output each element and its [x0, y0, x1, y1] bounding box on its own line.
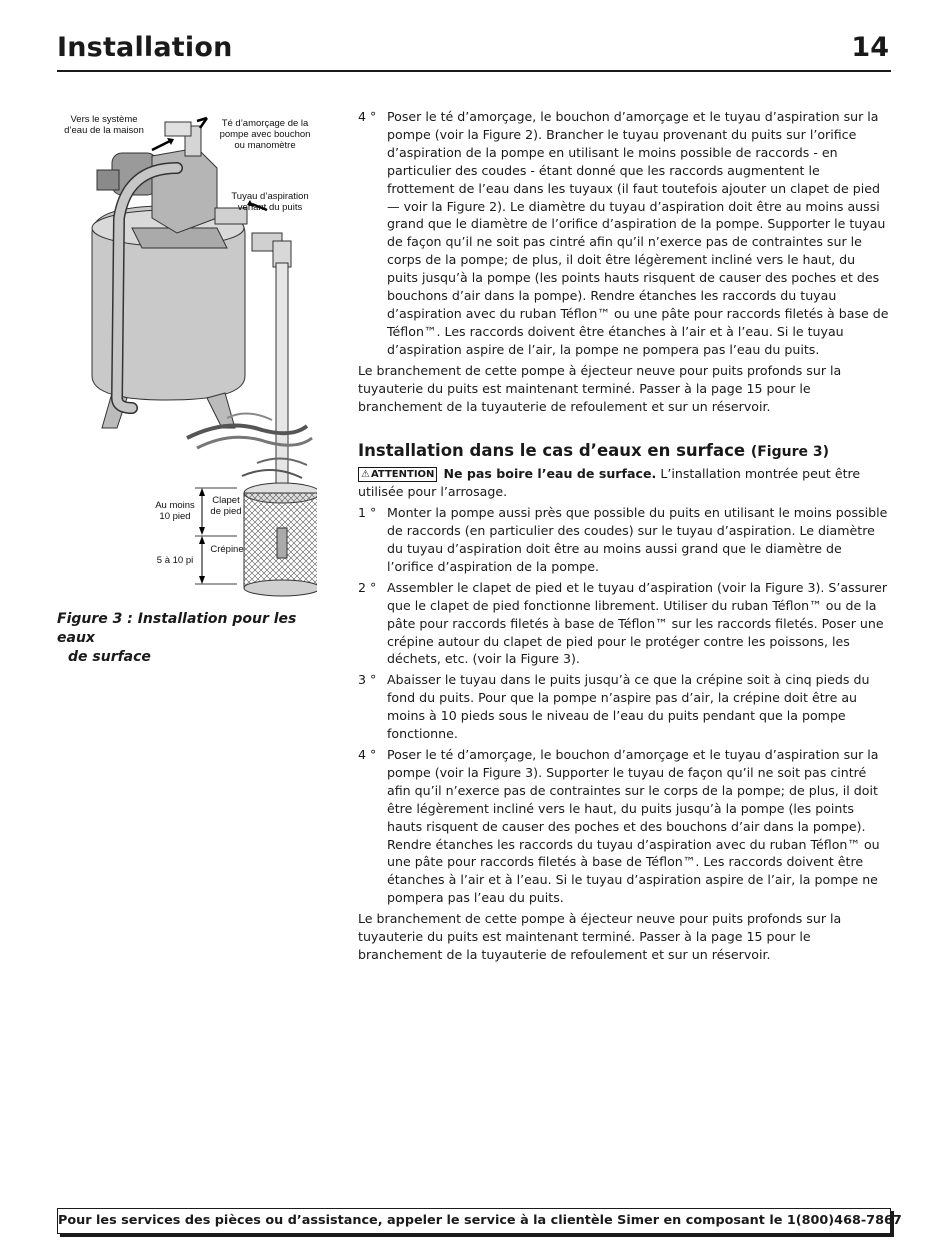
page-title: Installation: [57, 32, 233, 63]
surface-step-3: [358, 671, 890, 743]
step-number: 4 °: [358, 747, 377, 762]
footer-service-banner: Pour les services des pièces ou d’assistance, appeler le service à la clientèle Simer en composant le 1(800)468-7867: [57, 1208, 891, 1234]
step-number: 2 °: [358, 579, 377, 595]
surface-step-1: [358, 504, 890, 576]
deep-well-step-4: [358, 108, 890, 359]
warning-bold-text: Ne pas boire l’eau de surface.: [443, 466, 657, 482]
warning-text: L’installation montrée peut être utilisée pour l’arrosage.: [358, 466, 861, 500]
surface-step-4: [358, 746, 890, 907]
main-text-column: [358, 108, 890, 967]
step-text: Poser le té d’amorçage, le bouchon d’amorçage et le tuyau d’aspiration sur la pompe (voir la Figure 3). Supporter le tuyau de façon qu’il ne soit pas cintré afin qu’il n’exerce pas de contraintes sur le corps de la pompe; de plus, il doit être légèrement incliné vers le haut, du puits jusqu’à la pompe (les points hauts risquent de causer des poches et des bouchons d’air dans la pompe). Rendre étanches les raccords du tuyau d’aspiration avec du ruban Téflon™ ou une pâte pour raccords filetés à base de Téflon™. Les raccords doivent être étanches à l’air et à l’eau. Si le tuyau d’aspiration aspire de l’air, la pompe ne pompera pas l’eau du puits.: [387, 747, 880, 906]
label-suction-pipe: Tuyau d’aspiration venant du puits: [231, 191, 309, 213]
step-text: Assembler le clapet de pied et le tuyau d’aspiration (voir la Figure 3). S’assurer que le clapet de pied fonctionne librement. Utiliser du ruban Téflon™ ou de la pâte pour raccords filetés à base de Téflon™ sur les raccords filetés. Poser une crépine autour du clapet de pied pour le protéger contre les poissons, les déchets, etc. (voir la Figure 3).: [387, 579, 888, 667]
step-text: Poser le té d’amorçage, le bouchon d’amorçage et le tuyau d’aspiration sur la pompe (voir la Figure 2). Brancher le tuyau provenant du puits sur l’orifice d’aspiration de la pompe en utilisant le moins possible de raccords - en particulier des coudes - étant donné que les raccords augmentent le frottement de l’eau dans les tuyaux (il faut toutefois ajouter un clapet de pied — voir la Figure 2). Le diamètre du tuyau d’aspiration doit être au moins aussi grand que le diamètre de l’orifice d’aspiration de la pompe. Supporter le tuyau de façon qu’il ne soit pas cintré afin qu’il n’exerce pas de contraintes sur le corps de la pompe; de plus, il doit être légèrement incliné vers le haut, du puits jusqu’à la pompe (les points hauts risquent de causer des poches et des bouchons d’air dans la pompe). Rendre étanches les raccords du tuyau d’aspiration avec du ruban Téflon™ ou une pâte pour raccords filetés à base de Téflon™. Les raccords doivent être étanches à l’air et à l’eau. Si le tuyau d’aspiration aspire de l’air, la pompe ne pompera pas l’eau du puits.: [387, 109, 889, 357]
step-number: 4 °: [358, 109, 377, 124]
pump-installation-drawing: [57, 108, 317, 598]
deep-well-conclusion: Le branchement de cette pompe à éjecteur neuve pour puits profonds sur la tuyauterie du puits est maintenant terminé. Passer à la page 15 pour le branchement de la tuyauterie de refoulement et sur un réservoir.: [358, 362, 842, 414]
surface-conclusion: Le branchement de cette pompe à éjecteur neuve pour puits profonds sur la tuyauterie du puits est maintenant terminé. Passer à la page 15 pour le branchement de la tuyauterie de refoulement et sur un réservoir.: [358, 911, 842, 962]
figure-3-illustration: [57, 108, 317, 598]
caption-line-2: de surface: [68, 649, 151, 665]
step-text: Abaisser le tuyau dans le puits jusqu’à ce que la crépine soit à cinq pieds du fond du puits. Pour que la pompe n’aspire pas d’air, la crépine doit être au moins à 10 pieds sous le niveau de l’eau du puits pendant que la pompe fonctionne.: [387, 672, 870, 742]
label-strainer: Crépine: [210, 544, 244, 555]
label-foot-valve: Clapet de pied: [210, 495, 242, 517]
label-strainer-depth: 5 à 10 pi: [156, 555, 194, 566]
label-min-depth: Au moins 10 pied: [155, 500, 195, 522]
step-number: 1 °: [358, 505, 377, 521]
caption-line-1: Figure 3 : Installation pour les eaux: [57, 611, 297, 646]
step-text: Monter la pompe aussi près que possible du puits en utilisant le moins possible de raccords (en particulier des coudes) sur le tuyau d’aspiration. Le diamètre du tuyau d’aspiration doit être au moins aussi grand que le diamètre de l’orifice d’aspiration de la pompe.: [387, 505, 888, 574]
page-header: [57, 32, 891, 72]
surface-step-2: [358, 579, 890, 669]
section-heading: [358, 440, 890, 463]
figure-caption: [57, 610, 322, 667]
warning-badge-label: ATTENTION: [370, 469, 435, 481]
label-priming-tee: Té d’amorçage de la pompe avec bouchon ou manomètre: [219, 118, 311, 151]
warning-paragraph: [358, 465, 890, 501]
section-heading-text: Installation dans le cas d’eaux en surface: [358, 441, 746, 461]
label-house-system: Vers le système d’eau de la maison: [64, 114, 144, 136]
page-number: 14: [851, 32, 889, 63]
step-number: 3 °: [358, 672, 377, 688]
warning-badge: [358, 467, 437, 482]
warning-triangle-icon: ⚠: [361, 469, 370, 481]
section-heading-ref: (Figure 3): [750, 444, 830, 461]
